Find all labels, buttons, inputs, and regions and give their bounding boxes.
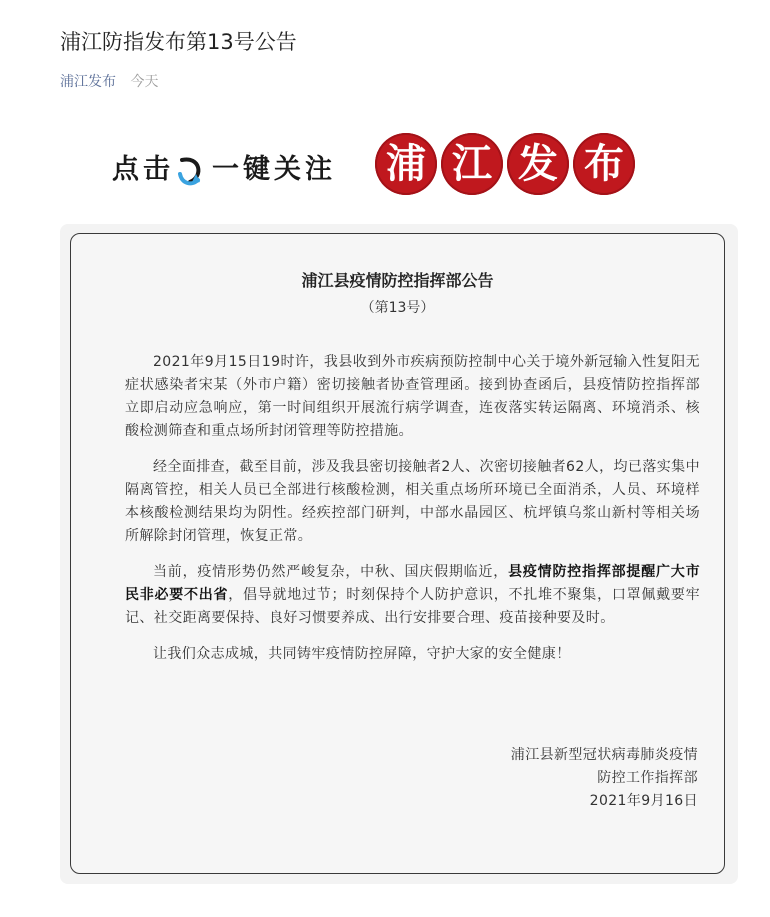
paragraph-emphasis: 县疫情防控指挥部提醒广大市民非必要不出省 [125, 564, 700, 603]
brand-seals [375, 133, 639, 199]
notice-title: 浦江县疫情防控指挥部公告 [301, 271, 494, 290]
notice-number: （第13号） [360, 300, 435, 316]
paragraph: 2021年9月15日19时许，我县收到外市疾病预防控制中心关于境外新冠输入性复阳无症状感染者宋某（外市户籍）密切接触者协查管理函。接到协查函后，县疫情防控指挥部立即启动应急响应，第一时间组织开展流行病学调查，连夜落实转运隔离、环境消杀、核酸检测筛查和重点场所封闭管理等防控措施。 [125, 354, 700, 439]
article-title: 浦江防指发布第13号公告 [60, 30, 297, 54]
paragraph-text: ，倡导就地过节；时刻保持个人防护意识，不扎堆不聚集，口罩佩戴要牢记、社交距离要保持、良好习惯要养成、出行安排要合理、疫苗接种要及时。 [125, 587, 700, 626]
paragraph: 经全面排查，截至目前，涉及我县密切接触者2人、次密切接触者62人，均已落实集中隔离管控，相关人员已全部进行核酸检测，相关重点场所环境已全面消杀，人员、环境样本核酸检测结果均为阴性。经疾控部门研判，中部水晶园区、杭坪镇乌浆山新村等相关场所解除封闭管理，恢复正常。 [125, 459, 700, 544]
seal-char: 江 [441, 133, 503, 195]
banner-slogan [112, 147, 336, 188]
seal-char: 浦 [375, 133, 437, 195]
publish-date: 今天 [130, 74, 159, 90]
slogan-right: 一键关注 [212, 154, 336, 185]
seal-char: 布 [573, 133, 635, 195]
signature-block [511, 744, 698, 813]
seal-char: 发 [507, 133, 569, 195]
article-meta [60, 71, 158, 91]
signature-date: 2021年9月16日 [589, 793, 698, 809]
curved-arrow-icon [176, 154, 206, 188]
paragraph [125, 561, 700, 630]
slogan-left: 点击 [112, 154, 174, 185]
paragraph-text: 当前，疫情形势仍然严峻复杂，中秋、国庆假期临近， [153, 564, 509, 580]
follow-banner[interactable] [112, 133, 634, 199]
author-link[interactable]: 浦江发布 [60, 74, 116, 90]
notice-body [125, 351, 700, 679]
paragraph: 让我们众志成城，共同铸牢疫情防控屏障，守护大家的安全健康！ [153, 646, 571, 662]
notice-card [70, 233, 725, 874]
signature-org-line1: 浦江县新型冠状病毒肺炎疫情 [510, 747, 698, 763]
signature-org-line2: 防控工作指挥部 [597, 770, 698, 786]
